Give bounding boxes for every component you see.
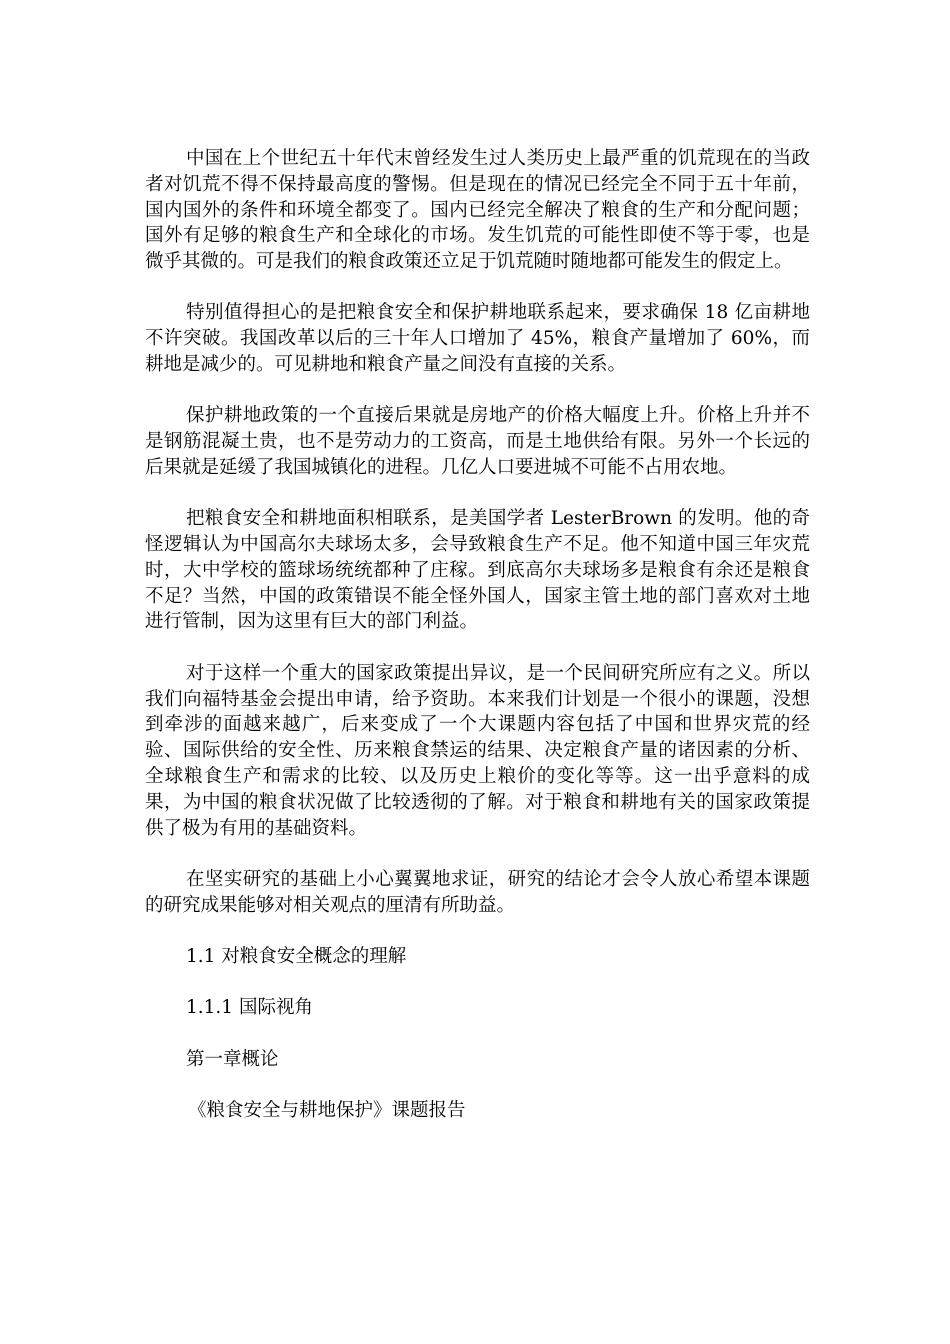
paragraph-conclusion: 在坚实研究的基础上小心翼翼地求证，研究的结论才会令人放心希望本课题的研究成果能够对相关观点的厘清有所助益。 <box>145 868 810 916</box>
paragraph-research-funding: 对于这样一个重大的国家政策提出异议，是一个民间研究所应有之义。所以我们向福特基金会提出申请，给予资助。本来我们计划是一个很小的课题，没想到牵涉的面越来越广，后来变成了一个大课题内容包括了中国和世界灾荒的经验、国际供给的安全性、历来粮食禁运的结果、决定粮食产量的诸因素的分析、全球粮食生产和需求的比较、以及历史上粮价的变化等等。这一出乎意料的成果，为中国的粮食状况做了比较透彻的了解。对于粮食和耕地有关的国家政策提供了极为有用的基础资料。 <box>145 662 810 839</box>
section-heading-1-1-1: 1.1.1 国际视角 <box>186 997 313 1019</box>
chapter-heading: 第一章概论 <box>186 1048 279 1070</box>
paragraph-famine-history: 中国在上个世纪五十年代末曾经发生过人类历史上最严重的饥荒现在的当政者对饥荒不得不保持最高度的警惕。但是现在的情况已经完全不同于五十年前，国内国外的条件和环境全都变了。国内已经完全解决了粮食的生产和分配问题；国外有足够的粮食生产和全球化的市场。发生饥荒的可能性即使不等于零，也是微乎其微的。可是我们的粮食政策还立足于饥荒随时随地都可能发生的假定上。 <box>145 148 810 273</box>
paragraph-lester-brown: 把粮食安全和耕地面积相联系，是美国学者 LesterBrown 的发明。他的奇怪逻辑认为中国高尔夫球场太多，会导致粮食生产不足。他不知道中国三年灾荒时，大中学校的篮球场统统都种了庄稼。到底高尔夫球场多是粮食有余还是粮食不足？当然，中国的政策错误不能全怪外国人，国家主管土地的部门喜欢对土地进行管制，因为这里有巨大的部门利益。 <box>145 508 810 633</box>
section-heading-1-1: 1.1 对粮食安全概念的理解 <box>186 945 407 967</box>
paragraph-housing-prices: 保护耕地政策的一个直接后果就是房地产的价格大幅度上升。价格上升并不是钢筋混凝土贵，也不是劳动力的工资高，而是土地供给有限。另外一个长远的后果就是延缓了我国城镇化的进程。几亿人口要进城不可能不占用农地。 <box>145 405 810 478</box>
report-title: 《粮食安全与耕地保护》课题报告 <box>188 1099 466 1121</box>
paragraph-farmland-linkage: 特别值得担心的是把粮食安全和保护耕地联系起来，要求确保 18 亿亩耕地不许突破。我国改革以后的三十年人口增加了 45%，粮食产量增加了 60%，而耕地是减少的。可见耕地和粮食产量之间没有直接的关系。 <box>145 302 810 376</box>
document-page <box>145 146 810 1149</box>
